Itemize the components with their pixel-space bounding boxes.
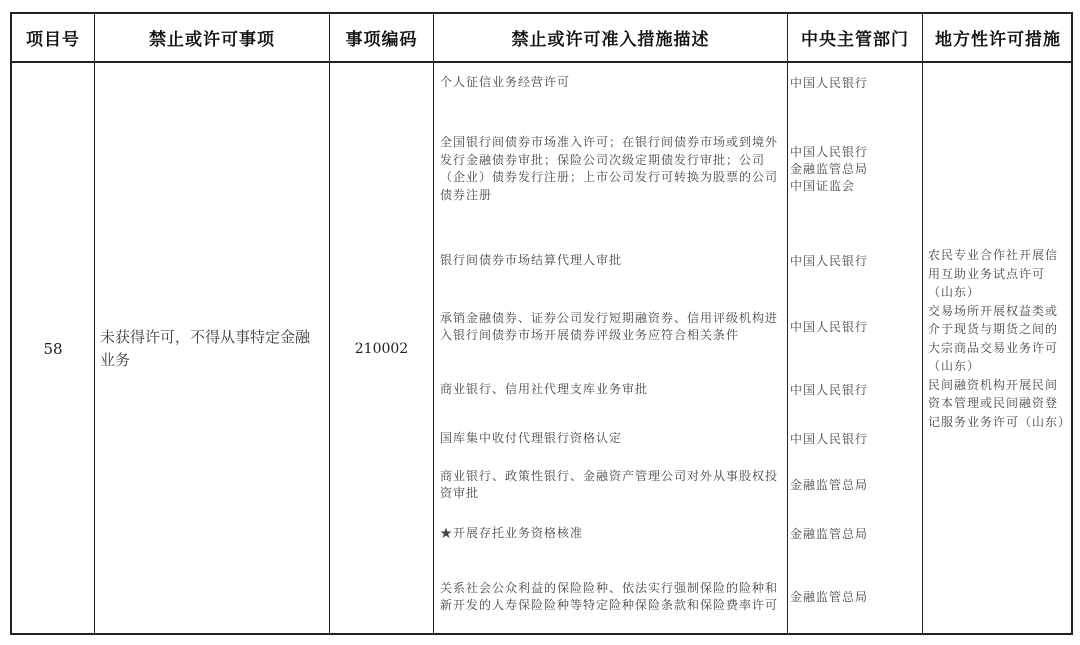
restriction-table [10, 12, 1073, 635]
measure-department: 中国人民银行 [790, 75, 869, 90]
code-cell: 210002 [354, 341, 409, 357]
measure-description: 个人征信业务经营许可 [440, 75, 571, 90]
measure-department: 金融监管总局 [790, 589, 869, 604]
measure-description: 关系社会公众利益的保险险种、依法实行强制保险的险种和新开发的人寿保险险种等特定险种保险条款和保险费率许可 [440, 580, 779, 612]
header-item-name: 禁止或许可事项 [149, 30, 275, 50]
local-measure: 交易场所开展权益类或介于现货与期货之间的大宗商品交易业务许可（山东） [928, 303, 1059, 373]
measure-description: 商业银行、信用社代理支库业务审批 [440, 382, 649, 397]
measure-description: 商业银行、政策性银行、金融资产管理公司对外从事股权投资审批 [440, 468, 779, 500]
measure-department: 中国人民银行 [790, 319, 869, 334]
local-measures-cell [928, 246, 1072, 431]
measure-department: 中国人民银行 [790, 253, 869, 268]
column-divider [922, 14, 923, 633]
item-number-cell: 58 [43, 340, 63, 358]
measure-description: 银行间债券市场结算代理人审批 [440, 253, 623, 268]
header-item-number: 项目号 [26, 30, 80, 50]
header-description: 禁止或许可准入措施描述 [511, 30, 710, 50]
measure-department: 中国人民银行 [790, 382, 869, 397]
header-local-measures: 地方性许可措施 [935, 30, 1061, 50]
measure-description: 国库集中收付代理银行资格认定 [440, 431, 623, 446]
header-department: 中央主管部门 [801, 30, 909, 50]
measure-description: 全国银行间债券市场准入许可；在银行间债券市场或到境外发行金融债券审批；保险公司次级定期债发行审批；公司（企业）债券发行注册；上市公司发行可转换为股票的公司债券注册 [440, 135, 779, 202]
measure-department: 金融监管总局 [790, 526, 869, 541]
measure-description: 承销金融债券、证券公司发行短期融资券、信用评级机构进入银行间债券市场开展债券评级业务应符合相关条件 [440, 310, 779, 342]
local-measure: 民间融资机构开展民间资本管理或民间融资登记服务业务许可（山东） [928, 377, 1072, 429]
item-name-cell: 未获得许可，不得从事特定金融业务 [100, 328, 311, 369]
header-code: 事项编码 [345, 30, 418, 50]
column-divider [787, 14, 788, 633]
table-header [12, 14, 1071, 63]
column-divider [433, 14, 434, 633]
local-measure: 农民专业合作社开展信用互助业务试点许可（山东） [928, 248, 1059, 299]
measure-department: 中国人民银行 金融监管总局 中国证监会 [790, 144, 869, 193]
measure-department: 中国人民银行 [790, 431, 869, 446]
measure-department: 金融监管总局 [790, 477, 869, 492]
measure-description: ★开展存托业务资格核准 [440, 526, 584, 541]
